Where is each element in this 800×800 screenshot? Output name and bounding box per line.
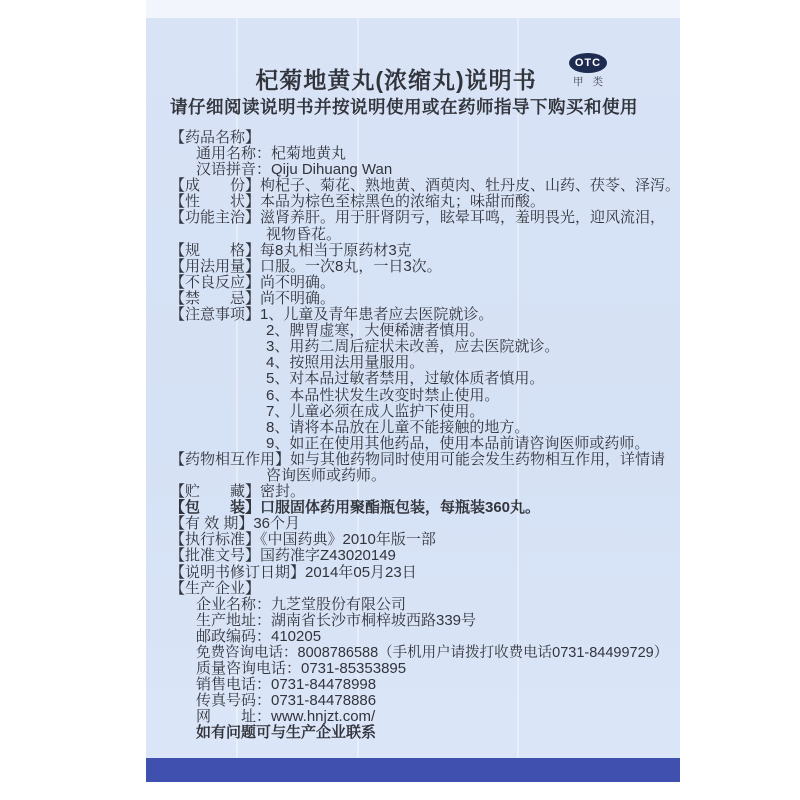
line-drug-interactions-cont: 咨询医师或药师。 bbox=[266, 466, 387, 484]
line-fax-number: 传真号码：0731-84478886 bbox=[196, 692, 377, 710]
line-shelf-life: 【有 效 期】36个月 bbox=[170, 515, 301, 533]
line-standard: 【执行标准】《中国药典》2010年版一部 bbox=[170, 531, 436, 549]
line-precaution-2: 2、脾胃虚寒，大便稀溏者慎用。 bbox=[266, 322, 485, 340]
line-postal-code: 邮政编码：410205 bbox=[196, 627, 322, 645]
leaflet-paper bbox=[146, 18, 680, 782]
line-description: 【性 状】本品为棕色至棕黑色的浓缩丸；味甜而酸。 bbox=[170, 193, 546, 211]
usage-notice: 请仔细阅读说明书并按说明使用或在药师指导下购买和使用 bbox=[170, 97, 638, 117]
line-address: 生产地址：湖南省长沙市桐梓坡西路339号 bbox=[196, 611, 477, 629]
line-contraindications: 【禁 忌】尚不明确。 bbox=[170, 289, 336, 307]
line-adverse-reactions: 【不良反应】尚不明确。 bbox=[170, 273, 336, 291]
leaflet-body bbox=[146, 130, 680, 742]
line-approval-number: 【批准文号】国药准字Z43020149 bbox=[170, 547, 396, 565]
line-quality-phone: 质量咨询电话：0731-85353895 bbox=[196, 660, 407, 678]
line-packaging: 【包 装】口服固体药用聚酯瓶包装，每瓶装360丸。 bbox=[170, 499, 541, 517]
line-label-drug-name: 【药品名称】 bbox=[170, 129, 261, 146]
line-precaution-4: 4、按照用法用量服用。 bbox=[266, 354, 425, 372]
line-toll-free-phone: 免费咨询电话：8008786588（手机用户请拨打收费电话0731-84499729） bbox=[196, 645, 669, 661]
line-precaution-7: 7、儿童必须在成人监护下使用。 bbox=[266, 402, 485, 420]
page-title: 杞菊地黄丸(浓缩丸)说明书 bbox=[255, 67, 537, 93]
line-precaution-3: 3、用药二周后症状未改善，应去医院就诊。 bbox=[266, 338, 560, 356]
line-revision-date: 【说明书修订日期】2014年05月23日 bbox=[170, 563, 417, 581]
line-dosage: 【用法用量】口服。一次8丸，一日3次。 bbox=[170, 257, 442, 275]
otc-class-label: 甲 类 bbox=[573, 76, 606, 88]
line-precaution-8: 8、请将本品放在儿童不能接触的地方。 bbox=[266, 418, 530, 436]
line-generic-name: 通用名称：杞菊地黄丸 bbox=[196, 145, 347, 163]
line-company-name: 企业名称：九芝堂股份有限公司 bbox=[196, 595, 407, 613]
line-precaution-9: 9、如正在使用其他药品，使用本品前请咨询医师或药师。 bbox=[266, 434, 650, 452]
line-precaution-5: 5、对本品过敏者禁用，过敏体质者慎用。 bbox=[266, 370, 545, 388]
line-pinyin: 汉语拼音：Qiju Dihuang Wan bbox=[196, 161, 393, 179]
paper-fold-edge bbox=[146, 0, 680, 18]
line-ingredients: 【成 份】枸杞子、菊花、熟地黄、酒萸肉、牡丹皮、山药、茯苓、泽泻。 bbox=[170, 177, 681, 195]
otc-icon: OTC bbox=[569, 53, 607, 73]
otc-badge bbox=[564, 53, 612, 89]
line-precaution-1: 【注意事项】1、儿童及青年患者应去医院就诊。 bbox=[170, 306, 494, 324]
line-indications-cont: 视物昏花。 bbox=[266, 225, 342, 243]
line-precaution-6: 6、本品性状发生改变时禁止使用。 bbox=[266, 386, 500, 404]
line-manufacturer-heading: 【生产企业】 bbox=[170, 579, 261, 597]
line-storage: 【贮 藏】密封。 bbox=[170, 483, 306, 501]
line-contact-note: 如有问题可与生产企业联系 bbox=[196, 724, 377, 742]
line-sales-phone: 销售电话：0731-84478998 bbox=[196, 676, 377, 694]
line-drug-interactions: 【药物相互作用】如与其他药物同时使用可能会发生药物相互作用，详情请 bbox=[170, 450, 666, 468]
line-indications: 【功能主治】滋肾养肝。用于肝肾阴亏，眩晕耳鸣，羞明畏光，迎风流泪， bbox=[170, 209, 666, 227]
line-specification: 【规 格】每8丸相当于原药材3克 bbox=[170, 241, 412, 259]
footer-bar bbox=[146, 758, 680, 782]
line-website: 网 址：www.hnjzt.com/ bbox=[196, 708, 376, 726]
